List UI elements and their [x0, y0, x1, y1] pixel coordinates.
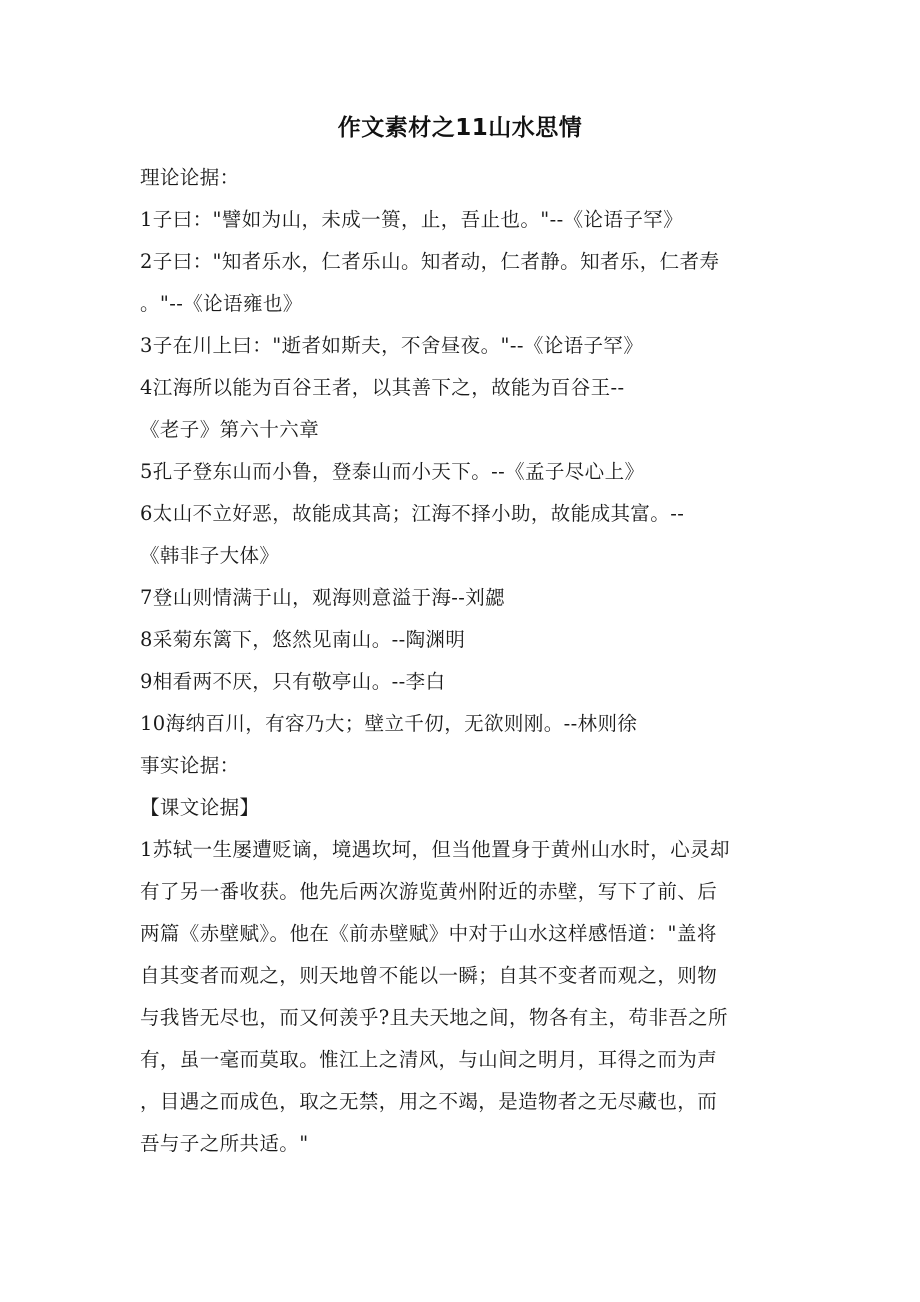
paragraph-line: 吾与子之所共适。" [140, 1132, 309, 1155]
quote-line-2-cont: 。"--《论语雍也》 [140, 292, 303, 315]
quote-line-3: 3子在川上曰："逝者如斯夫，不舍昼夜。"--《论语子罕》 [140, 334, 644, 357]
paragraph-line: 与我皆无尽也，而又何羡乎?且夫天地之间，物各有主，苟非吾之所 [140, 1006, 728, 1029]
quote-line-8: 8采菊东篱下，悠然见南山。--陶渊明 [140, 628, 466, 651]
paragraph-line: 有了另一番收获。他先后两次游览黄州附近的赤壁，写下了前、后 [140, 880, 718, 903]
document-title: 作文素材之11山水思情 [337, 115, 583, 141]
section-heading-theory: 理论论据： [140, 166, 240, 189]
quote-line-7: 7登山则情满于山，观海则意溢于海--刘勰 [140, 586, 506, 609]
quote-line-10: 10海纳百川，有容乃大；壁立千仞，无欲则刚。--林则徐 [140, 712, 638, 735]
quote-line-4-cont: 《老子》第六十六章 [140, 418, 320, 441]
paragraph-line: ，目遇之而成色，取之无禁，用之不竭，是造物者之无尽藏也，而 [140, 1090, 718, 1113]
quote-line-2: 2子曰："知者乐水，仁者乐山。知者动，仁者静。知者乐，仁者寿 [140, 250, 720, 273]
quote-line-5: 5孔子登东山而小鲁，登泰山而小天下。--《孟子尽心上》 [140, 460, 645, 483]
paragraph-line: 1苏轼一生屡遭贬谪，境遇坎坷，但当他置身于黄州山水时，心灵却 [140, 838, 730, 861]
section-heading-textbook: 【课文论据】 [140, 796, 260, 819]
section-heading-facts: 事实论据： [140, 754, 240, 777]
paragraph-line: 有，虽一毫而莫取。惟江上之清风，与山间之明月，耳得之而为声 [140, 1048, 718, 1071]
document-body [140, 157, 790, 1165]
quote-line-1: 1子曰："譬如为山，未成一篑，止，吾止也。"--《论语子罕》 [140, 208, 684, 231]
quote-line-4: 4江海所以能为百谷王者，以其善下之，故能为百谷王-- [140, 376, 625, 399]
quote-line-6-cont: 《韩非子大体》 [140, 544, 280, 567]
quote-line-9: 9相看两不厌，只有敬亭山。--李白 [140, 670, 446, 693]
paragraph-line: 两篇《赤壁赋》。他在《前赤壁赋》中对于山水这样感悟道："盖将 [140, 922, 717, 945]
su-shi-paragraph [140, 829, 782, 1165]
quote-line-6: 6太山不立好恶，故能成其高；江海不择小助，故能成其富。-- [140, 502, 685, 525]
paragraph-line: 自其变者而观之，则天地曾不能以一瞬；自其不变者而观之，则物 [140, 964, 718, 987]
